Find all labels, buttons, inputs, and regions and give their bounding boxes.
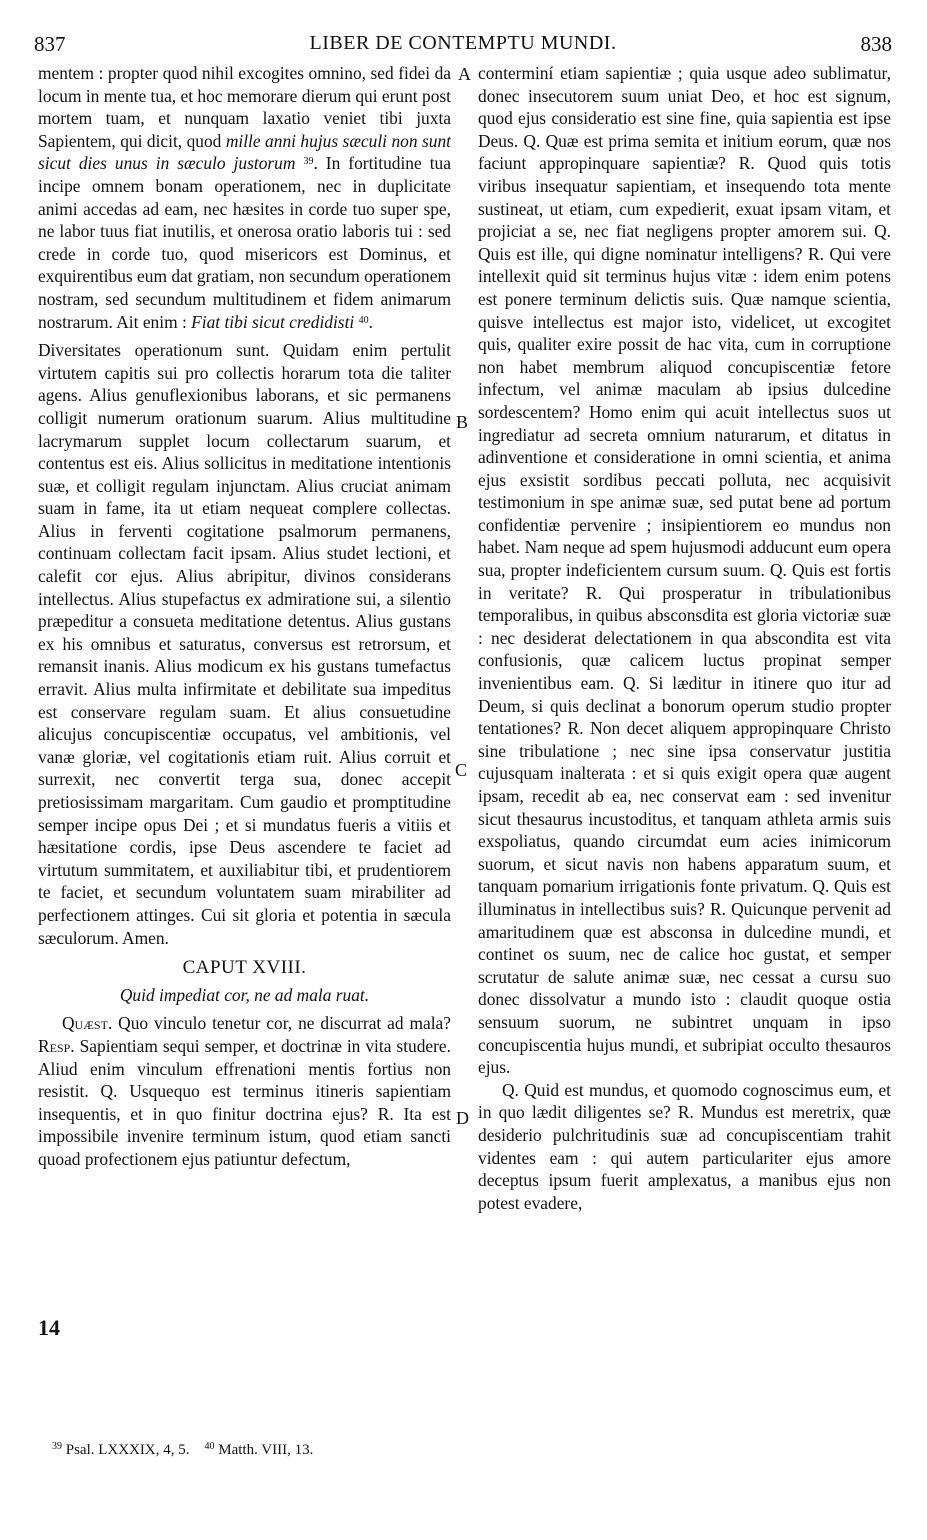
footnote-number: 40 [204,1441,215,1452]
page-number-left: 837 [34,32,66,56]
left-column [38,62,451,1171]
text: Quo vinculo tenetur cor, ne discurrat ad mala? [112,1013,451,1034]
quotation: Fiat tibi sicut credidisti [191,311,355,332]
paragraph [38,62,451,333]
resp-label: Resp. [38,1035,75,1056]
footnote-ref: 40 [358,314,369,326]
text: Sapientiam sequi semper, et doctrinæ in vita studere. Aliud enim vinculum effrenationi mentis fortius non resistit. Q. Usquequo est terminus itineris sapientiam insequentis, et in quo finitur doctrina ejus? R. Ita est impossibile invenire terminum istum, quod etiam sancti quoad profectionem ejus patiuntur defectum, [38,1035,451,1169]
margin-letter-a: A [458,64,471,84]
footnote-ref: 39 [303,156,314,168]
margin-letter-d: D [456,1108,469,1128]
margin-letter-b: B [456,412,469,432]
running-header [34,32,892,62]
paragraph: conterminí etiam sapientiæ ; quia usque adeo sublimatur, donec insecutorem suum uniat Deo, et hoc est signum, quod ejus consideratio est sine fine, quia sapientia est ipse Deus. Q. Quæ est prima semita et initium eorum, quæ nos faciunt appropinquare sapientiæ? R. Quod quis totis viribus insequatur sapientiam, et insequendo tota mente sustineat, ut etiam, cum expedierit, exuat ipsam vitam, et projiciat a se, nec fiat negligens propter amorem sui. Q. Quis est ille, qui digne nominatur intelligens? R. Qui vere intellexit quid sit terminus hujus vitæ : idem enim potens est ponere terminum delictis suis. Quæ namque scientia, quisve intellectus est major isto, videlicet, ut excogitet quis, qualiter exire possit de hac vita, cum in corruptione non habet membrum aliquod concupiscentiæ fetore infectum, vel animæ maculam ab ipsius dulcedine sordescentem? Homo enim qui acuit intellectus suos ut ingrediatur ad secreta omnium naturarum, et ditatus in adinventione et consideratione in omni scientia, et anima ejus exsistit sordibus peccati polluta, nec acquisivit testimonium in spe animæ suæ, sed putat bene ad portum confidentiæ pervenire ; insipientiorem eo mundus non habet. Nam neque ad spem hujusmodi adducunt eum opera sua, propter indeficientem cursum suum. Q. Quis est fortis in veritate? R. Qui prosperatur in tribulationibus temporalibus, in quibus absconsdita est gloria victoriæ suæ : nec desiderat delectationem in qua abscondita est vita confusionis, quæ calicem luctus propinat semper invenientibus eam. Q. Si læditur in itinere quo itur ad Deum, si quis declinat a bonorum operum studio propter tentationes? R. Non decet aliquem appropinquare Christo sine tribulatione ; nec sine ipsa conservatur justitia cujusquam inalterata : et si quis exigit opera quæ augent ipsam, recedit ab ea, nec conservat eam : sed invenitur sicut thesaurus incustoditus, et tanquam athleta armis suis exspoliatus, quando circumdat eum acies inimicorum suorum, et sicut navis non habens apparatum suum, et tanquam pomarium irrigationis fonte privatum. Q. Quis est illuminatus in intellectibus suis? R. Quicunque pervenit ad amaritudinem quæ est absconsa in dulcedine mundi, et continet os suum, nec de calice hoc gustat, et semper scrutatur de salute animæ suæ, nec cessat a cursu suo donec dissolvatur a mundo isto : claudit quoque ostia sensuum suorum, ne subintret unquam in ipso concupiscentia hujus mundi, et subripiat occulto thesauros ejus. [478,63,891,1078]
footnote-text: Matth. VIII, 13. [218,1442,314,1458]
margin-letter-c: C [455,760,468,780]
text: . [368,311,373,332]
quaest-label: Quæst. [62,1013,113,1034]
signature-mark: 14 [38,1315,60,1340]
text: mentem : propter quod nihil excogites omnino, sed fidei da locum in mente tua, et hoc memorare dierum qui erunt post mortem tuam, et nunquam laxatio veniet tibi juxta Sapientem, qui dicit, quod [38,63,451,151]
footnote-text: Psal. LXXXIX, 4, 5. [65,1442,190,1458]
paragraph: Diversitates operationum sunt. Quidam enim pertulit virtutem capitis sui pro collectis horarum tota die taliter agens. Alius genuflexionibus laborans, et sic permanens colligit numerum orationum suarum. Alius multitudine lacrymarum supplet locum collectarum suarum, et contentus est eis. Alius sollicitus in meditatione intentionis suæ, et colligit regulam injunctam. Alius cruciat animam suam in fame, ita ut etiam nequeat complere collectas. Alius in ferventi cogitatione psalmorum permanens, continuam collectam facit ipsam. Alius studet lectioni, et calefit cor ejus. Alius abripitur, divinos considerans intellectus. Alius stupefactus ex admiratione sui, a silentio præpeditur a consueta meditatione detentus. Alius gustans ex his omnibus et saturatus, conversus est retrorsum, et remansit inanis. Alius modicum ex his gustans tumefactus erravit. Alius multa infirmitate et debilitate sua impeditus est conservare regulam suam. Et alius consuetudine alicujus concupiscentiæ occupatus, vel ambitionis, vel vanæ gloriæ, vel cogitationis etiam ruit. Alius corruit et surrexit, nec convertit terga sua, donec accepit pretiosissimam margaritam. Cum gaudio et promptitudine semper incipe opus Dei ; et si mundatus fueris a vitiis et hæsitatione cordis, ipse Deus ascendere te faciet ad virtutum summitatem, et auxiliabitur tibi, et prudentiorem te faciet, et secundum voluntatem suam mirabiliter ad perfectionem attinges. Cui sit gloria et potentia in sæcula sæculorum. Amen. [38,340,451,948]
chapter-subtitle: Quid impediat cor, ne ad mala ruat. [119,984,370,1005]
paragraph [38,1012,451,1170]
text: . In fortitudine tua incipe omnem bonam operationem, nec in duplicitate animi accedas ad eam, nec hæsites in corde tuo super spe, ne labor tuus fiat inutilis, et onerosa oratio laboris tui : sed crede in corde tuo, quod misericors est Dominus, et exquirentibus eum dat gratiam, non secundum operationem nostram, sed secundum multitudinem et fidem animarum nostrarum. Ait enim : [38,153,451,332]
page-number-right: 838 [860,32,892,56]
footnote-number: 39 [52,1441,62,1452]
running-title: LIBER DE CONTEMPTU MUNDI. [309,32,617,54]
right-column [478,62,891,1214]
paragraph: Q. Quid est mundus, et quomodo cognoscimus eum, et in quo lædit diligentes se? R. Mundus est meretrix, quæ desiderio pulchritudinis suæ ad concupiscentiam trahit videntes eam : qui autem particulariter ejus amore deceptus ipsum fuerit amplexatus, a manibus ejus non potest evadere, [478,1079,891,1213]
footnotes [52,1442,313,1459]
quotation: mille anni hujus sæculi non sunt sicut dies unus in sæculo justorum [38,130,451,174]
chapter-title: CAPUT XVIII. [182,957,307,979]
